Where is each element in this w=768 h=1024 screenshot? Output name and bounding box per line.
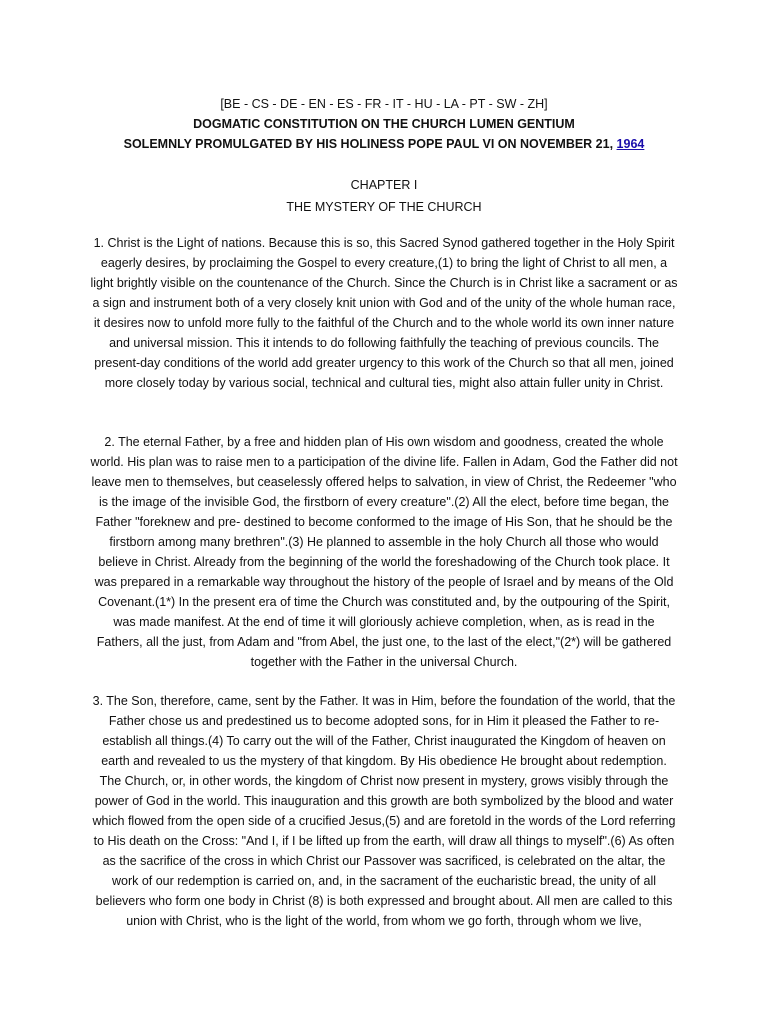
document-header	[0, 94, 768, 154]
promulgation-line	[0, 134, 768, 154]
paragraph-3: 3. The Son, therefore, came, sent by the Father. It was in Him, before the foundation of the world, that the Father chose us and predestined us to become adopted sons, for in Him it pleased the Father to re-establish all things.(4) To carry out the will of the Father, Christ inaugurated the Kingdom of heaven on earth and revealed to us the mystery of that kingdom. By His obedience He brought about redemption. The Church, or, in other words, the kingdom of Christ now present in mystery, grows visibly through the power of God in the world. This inauguration and this growth are both symbolized by the blood and water which flowed from the open side of a crucified Jesus,(5) and are foretold in the words of the Lord referring to His death on the Cross: "And I, if I be lifted up from the earth, will draw all things to myself".(6) As often as the sacrifice of the cross in which Christ our Passover was sacrificed, is celebrated on the altar, the work of our redemption is carried on, and, in the sacrament of the eucharistic bread, the unity of all believers who form one body in Christ (8) is both expressed and brought about. All men are called to this union with Christ, who is the light of the world, from whom we go forth, through whom we live,	[92, 694, 676, 928]
year-link[interactable]: 1964	[616, 137, 645, 151]
chapter-number: CHAPTER I	[350, 178, 418, 192]
paragraph-2: 2. The eternal Father, by a free and hidden plan of His own wisdom and goodness, created the whole world. His plan was to raise men to a participation of the divine life. Fallen in Adam, God the Father did not leave men to themselves, but ceaselessly offered helps to salvation, in view of Christ, the Redeemer "who is the image of the invisible God, the firstborn of every creature".(2) All the elect, before time began, the Father "foreknew and pre- destined to become conformed to the image of His Son, that he should be the firstborn among many brethren".(3) He planned to assemble in the holy Church all those who would believe in Christ. Already from the beginning of the world the foreshadowing of the Church took place. It was prepared in a remarkable way throughout the history of the people of Israel and by means of the Old Covenant.(1*) In the present era of time the Church was constituted and, by the outpouring of the Spirit, was made manifest. At the end of time it will gloriously achieve completion, when, as is read in the Fathers, all the just, from Adam and "from Abel, the just one, to the last of the elect,"(2*) will be gathered together with the Father in the universal Church.	[90, 435, 678, 669]
language-list: [BE - CS - DE - EN - ES - FR - IT - HU - LA - PT - SW - ZH]	[220, 97, 548, 111]
chapter-heading	[0, 174, 768, 218]
promulgation-text: SOLEMNLY PROMULGATED BY HIS HOLINESS POPE PAUL VI ON NOVEMBER 21,	[123, 137, 617, 151]
chapter-title: THE MYSTERY OF THE CHURCH	[286, 200, 482, 214]
paragraph-1: 1. Christ is the Light of nations. Because this is so, this Sacred Synod gathered together in the Holy Spirit eagerly desires, by proclaiming the Gospel to every creature,(1) to bring the light of Christ to all men, a light brightly visible on the countenance of the Church. Since the Church is in Christ like a sacrament or as a sign and instrument both of a very closely knit union with God and of the unity of the whole human race, it desires now to unfold more fully to the faithful of the Church and to the whole world its own inner nature and universal mission. This it intends to do following faithfully the teaching of previous councils. The present-day conditions of the world add greater urgency to this work of the Church so that all men, joined more closely today by various social, technical and cultural ties, might also attain fuller unity in Christ.	[90, 236, 678, 390]
document-title: DOGMATIC CONSTITUTION ON THE CHURCH LUMEN GENTIUM	[193, 117, 575, 131]
